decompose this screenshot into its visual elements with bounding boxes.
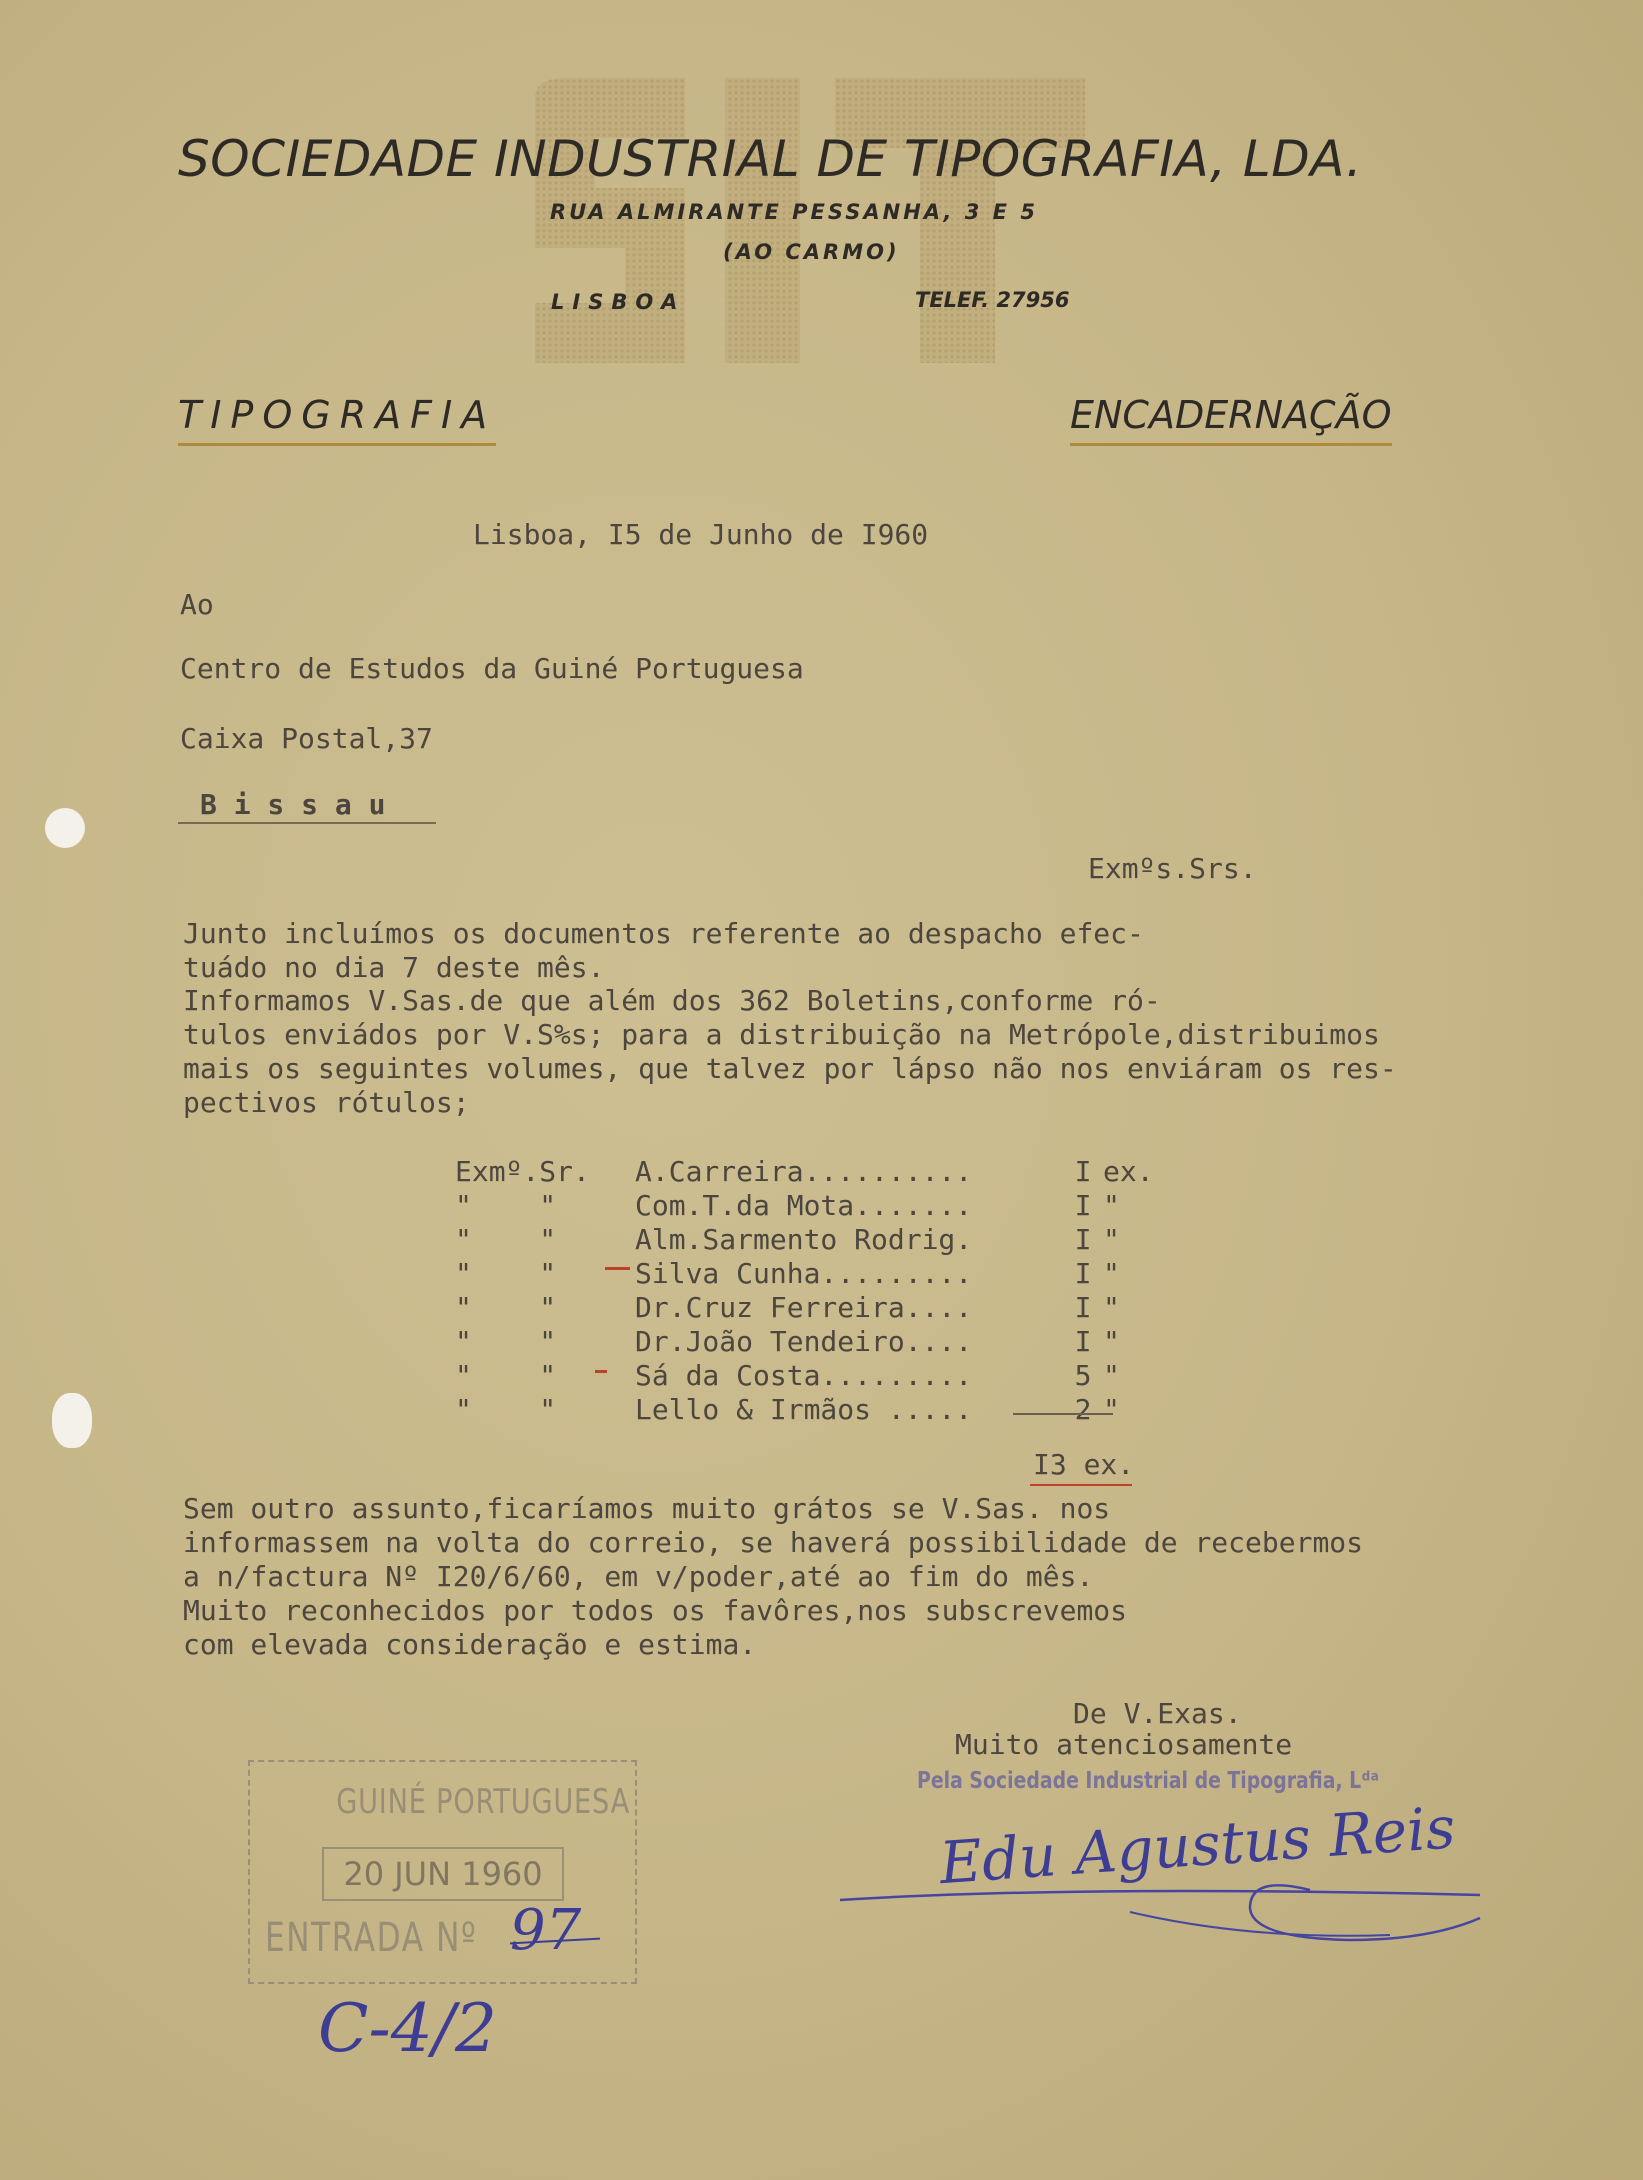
total-copies: I3 ex. [1033,1448,1135,1481]
recipients-list [455,1155,1183,1427]
recipient-po-box: Caixa Postal,37 [180,722,433,755]
letter-date: Lisboa, I5 de Junho de I960 [473,518,929,551]
stamp-date: 20 JUN 1960 [322,1847,564,1901]
company-name: SOCIEDADE INDUSTRIAL DE TIPOGRAFIA, LDA. [178,130,1363,188]
list-item: " " Dr.João Tendeiro.... I " [455,1325,1120,1358]
list-item: " " Sá da Costa......... 5 " [455,1359,1120,1392]
city-underline [178,822,436,824]
file-code-annotation: C-4/2 [318,1990,498,2067]
closing-line-2: Muito atenciosamente [955,1728,1293,1761]
pencil-mark-sa-da-costa [595,1370,607,1373]
handwritten-signature [830,1790,1490,1970]
svg-text:Edu Agustus Reis: Edu Agustus Reis [937,1793,1458,1898]
stamp-entry-label: ENTRADA Nº [265,1915,478,1961]
section-tipografia: TIPOGRAFIA [178,393,496,446]
stamp-top-text: GUINÉ PORTUGUESA [336,1782,630,1822]
stamp-entry-number: 97 [510,1898,582,1963]
recipient-name: Centro de Estudos da Guiné Portuguesa [180,652,804,685]
salutation: Exmºs.Srs. [1088,852,1257,885]
list-item: " " Alm.Sarmento Rodrig. I " [455,1223,1120,1256]
company-city: LISBOA [551,290,686,314]
company-address-sub: (AO CARMO) [723,240,900,264]
punch-hole-bottom [52,1393,92,1448]
list-item: " " Silva Cunha......... I " [455,1257,1120,1290]
list-item: " " Dr.Cruz Ferreira.... I " [455,1291,1120,1324]
company-signature-stamp: Pela Sociedade Industrial de Tipografia, Lᵈᵃ [917,1768,1379,1794]
total-double-underline [1030,1484,1132,1486]
section-encadernacao: ENCADERNAÇÃO [1070,393,1392,446]
total-underline [1013,1413,1113,1415]
paragraph-2: Informamos V.Sas.de que além dos 362 Boletins,conforme ró- tulos enviádos por V.S%s; para a distribuição na Metrópole,distribuimos mais os seguintes volumes, que talvez por lápso não nos enviáram os res- pectivos rótulos; [183,984,1397,1119]
paragraph-1: Junto incluímos os documentos referente ao despacho efec- tuádo no dia 7 deste mês. [183,917,1144,984]
company-phone: TELEF. 27956 [915,288,1070,312]
list-item: " " Com.T.da Mota....... I " [455,1189,1120,1222]
letter-to: Ao [180,588,214,621]
punch-hole-top [45,808,85,848]
list-item: " " Lello & Irmãos ..... 2 " [455,1393,1120,1426]
closing-line-1: De V.Exas. [1073,1697,1242,1730]
paragraph-3: Sem outro assunto,ficaríamos muito grátos se V.Sas. nos informassem na volta do correio, se haverá possibilidade de recebermos a n/factura Nº I20/6/60, em v/poder,até ao fim do mês. Muito reconhecidos por todos os favôres,nos subscrevemos com elevada consideração e estima. [183,1492,1364,1661]
company-address: RUA ALMIRANTE PESSANHA, 3 E 5 [550,200,1038,224]
list-item: Exmº.Sr. A.Carreira.......... I ex. [455,1155,1154,1188]
recipient-city: B i s s a u [200,788,386,821]
pencil-mark-silva-cunha [605,1267,630,1270]
